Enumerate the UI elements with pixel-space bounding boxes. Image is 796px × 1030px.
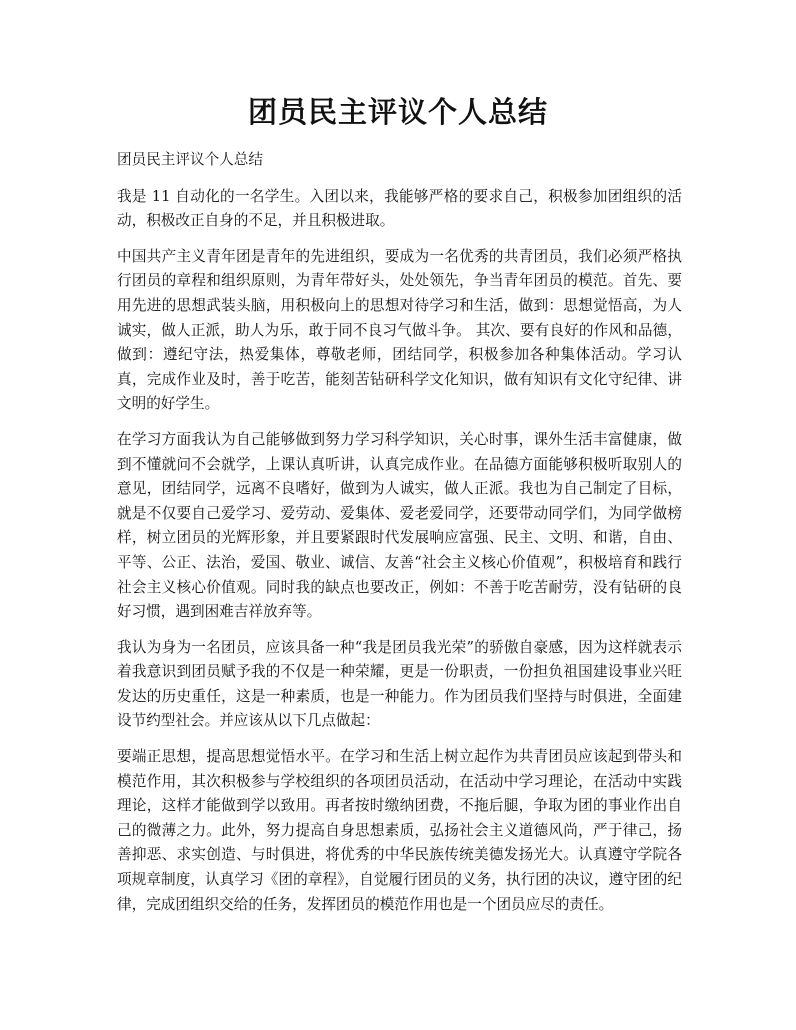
- document-subtitle: 团员民主评议个人总结: [117, 151, 263, 168]
- paragraph-study-and-character: 在学习方面我认为自己能够做到努力学习科学知识，关心时事，课外生活丰富健康，做到不懂就问不会就学，上课认真听讲，认真完成作业。在品德方面能够积极听取别人的意见，团结同学，远离不良嗜好，做到为人诚实，做人正派。我也为自己制定了目标，就是不仅要自己爱学习、爱劳动、爱集体、爱老爱同学，还要带动同学们，为同学做榜样，树立团员的光辉形象，并且要紧跟时代发展响应富强、民主、文明、和谐，自由、平等、公正、法治，爱国、敬业、诚信、友善“社会主义核心价值观”，积极培育和践行社会主义核心价值观。同时我的缺点也要改正，例如：不善于吃苦耐劳，没有钻研的良好习惯，遇到困难吉祥放弃等。: [117, 430, 682, 621]
- document-body: [117, 148, 682, 928]
- document-title: 团员民主评议个人总结: [247, 95, 548, 129]
- paragraph-youth-league: 中国共产主义青年团是青年的先进组织，要成为一名优秀的共青团员，我们必须严格执行团员的章程和组织原则，为青年带好头，处处领先，争当青年团员的模范。首先、要用先进的思想武装头脑，用积极向上的思想对待学习和生活，做到：思想觉悟高，为人诚实，做人正派，助人为乐，敢于同不良习气做斗争。 其次、要有良好的作风和品德，做到：遵纪守法，热爱集体，尊敬老师，团结同学，积极参加各种集体活动。学习认真，完成作业及时，善于吃苦，能刻苦钻研科学文化知识，做有知识有文化守纪律、讲文明的好学生。: [117, 247, 682, 413]
- paragraph-action-points: 要端正思想，提高思想觉悟水平。在学习和生活上树立起作为共青团员应该起到带头和模范作用，其次积极参与学校组织的各项团员活动，在活动中学习理论，在活动中实践理论，这样才能做到学以致用。再者按时缴纳团费，不拖后腿，争取为团的事业作出自己的微薄之力。此外，努力提高自身思想素质，弘扬社会主义道德风尚，严于律己，扬善抑恶、求实创造、与时俱进，将优秀的中华民族传统美德发扬光大。认真遵守学院各项规章制度，认真学习《团的章程》，自觉履行团员的义务，执行团的决议，遵守团的纪律，完成团组织交给的任务，发挥团员的模范作用也是一个团员应尽的责任。: [117, 748, 682, 913]
- paragraph-intro: 我是 11 自动化的一名学生。入团以来，我能够严格的要求自己，积极参加团组织的活动，积极改正自身的不足，并且积极进取。: [117, 187, 682, 230]
- paragraph-member-responsibility: 我认为身为一名团员，应该具备一种“我是团员我光荣”的骄傲自豪感，因为这样就表示着我意识到团员赋予我的不仅是一种荣耀，更是一份职责，一份担负祖国建设事业兴旺发达的历史重任，这是一种素质，也是一种能力。作为团员我们坚持与时俱进，全面建设节约型社会。并应该从以下几点做起：: [117, 638, 682, 730]
